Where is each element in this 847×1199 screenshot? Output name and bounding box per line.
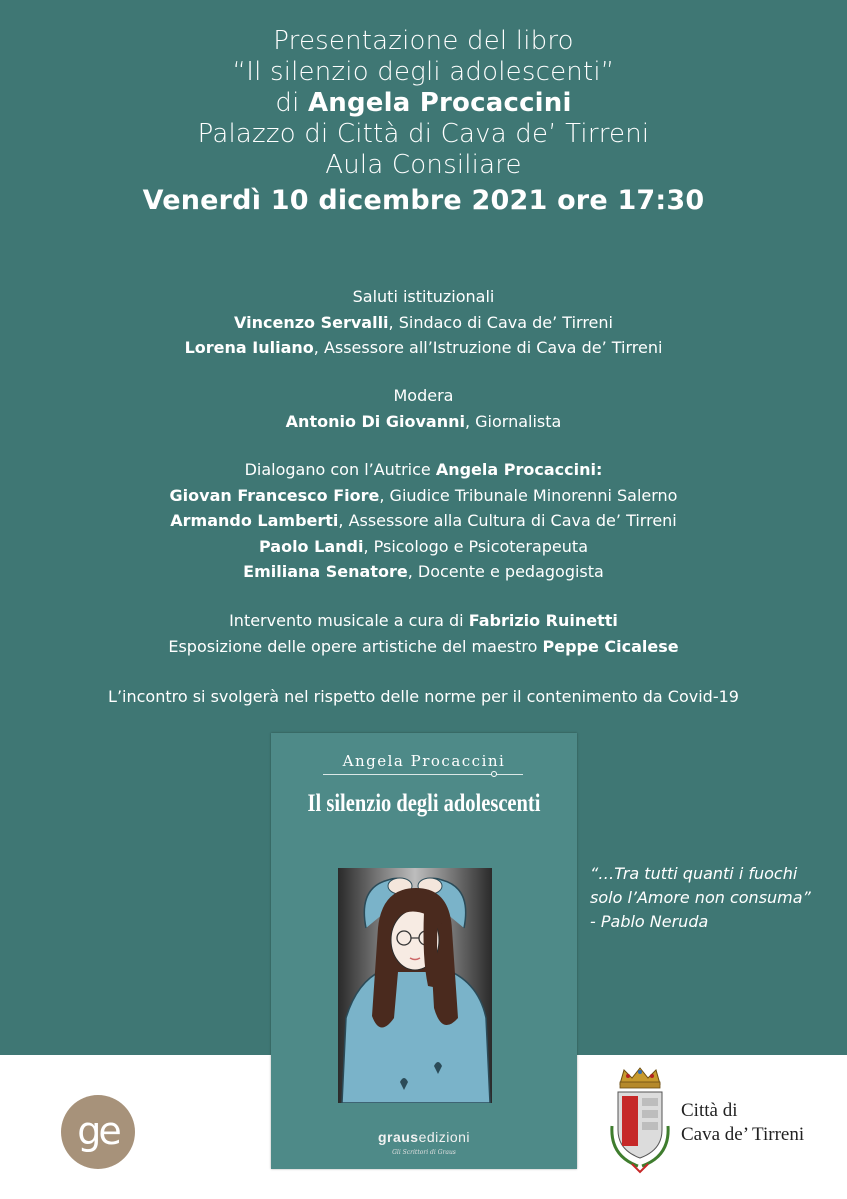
person-role: , Giornalista [464, 411, 562, 431]
city-name-line-2: Cava de’ Tirreni [681, 1124, 805, 1145]
art-line [0, 634, 847, 660]
room-line: Aula Consiliare [325, 150, 522, 180]
publisher-tagline: Gli Scrittori di Graus [392, 1149, 456, 1156]
book-title-line: “Il silenzio degli adolescenti” [232, 57, 615, 87]
greetings-section [0, 284, 847, 361]
girl-illustration-icon [338, 868, 492, 1103]
speakers-section [0, 457, 847, 585]
ge-logo-text: ge [77, 1109, 119, 1153]
moderator-heading: Modera [393, 386, 454, 405]
covid-notice: L’incontro si svolgerà nel rispetto delle norme per il contenimento da Covid-19 [108, 687, 739, 706]
graus-edizioni-logo [60, 1094, 136, 1170]
speaker-person [0, 534, 847, 560]
music-text: Intervento musicale a cura di [229, 611, 469, 630]
book-cover-author: Angela Procaccini [342, 752, 506, 770]
cover-illustration [338, 868, 492, 1103]
cover-rule-ornament [491, 771, 497, 777]
publisher-name-part1: graus [377, 1129, 419, 1145]
event-date: Venerdì 10 dicembre 2021 ore 17:30 [142, 185, 705, 216]
greetings-person [0, 335, 847, 361]
person-name: Lorena Iuliano [184, 338, 314, 357]
moderator-section [0, 383, 847, 434]
person-role: , Assessore alla Cultura di Cava de’ Tirreni [338, 511, 677, 530]
person-role: , Sindaco di Cava de’ Tirreni [388, 312, 613, 332]
speaker-person [0, 508, 847, 534]
book-cover-title: Il silenzio degli adolescenti [307, 790, 541, 817]
greetings-person [0, 310, 847, 336]
speakers-heading-author: Angela Procaccini [435, 460, 596, 479]
person-name: Antonio Di Giovanni [285, 411, 465, 431]
speakers-heading [0, 457, 847, 483]
author-name: Angela Procaccini [307, 88, 572, 118]
coat-of-arms-icon [604, 1066, 676, 1174]
speaker-person [0, 559, 847, 585]
quote-line-2: solo l’Amore non consuma” [590, 888, 811, 907]
person-name: Vincenzo Servalli [234, 312, 389, 332]
speakers-heading-colon: : [595, 460, 603, 479]
quote-line-1: “…Tra tutti quanti i fuochi [590, 864, 798, 883]
person-role: , Docente e pedagogista [407, 562, 604, 581]
person-role: , Psicologo e Psicoterapeuta [363, 536, 588, 556]
person-name: Emiliana Senatore [243, 562, 408, 581]
person-role: , Giudice Tribunale Minorenni Salerno [379, 485, 678, 505]
publisher-logo [271, 1129, 577, 1145]
neruda-quote [590, 862, 840, 934]
person-role: , Assessore all’Istruzione di Cava de’ Tirreni [313, 338, 663, 357]
person-name: Giovan Francesco Fiore [169, 485, 380, 505]
moderator-person [0, 409, 847, 435]
music-art-section [0, 608, 847, 659]
author-line [0, 88, 847, 119]
artist-name: Peppe Cicalese [542, 636, 679, 656]
person-name: Paolo Landi [258, 536, 364, 556]
speaker-person [0, 483, 847, 509]
musician-name: Fabrizio Ruinetti [468, 611, 618, 630]
publisher-name-part2: edizioni [418, 1129, 471, 1145]
city-name-line-1: Città di [681, 1100, 738, 1121]
author-prefix: di [275, 88, 300, 118]
quote-attribution: - Pablo Neruda [590, 912, 709, 931]
greetings-heading: Saluti istituzionali [352, 287, 495, 306]
venue-line: Palazzo di Città di Cava de’ Tirreni [197, 119, 650, 149]
cava-coat-of-arms [604, 1066, 676, 1174]
person-name: Armando Lamberti [170, 511, 339, 530]
speakers-heading-text: Dialogano con l’Autrice [244, 460, 436, 479]
art-text: Esposizione delle opere artistiche del maestro [168, 636, 543, 656]
music-line [0, 608, 847, 634]
city-name [681, 1099, 804, 1147]
header-line-1: Presentazione del libro [273, 26, 574, 56]
event-header [0, 26, 847, 216]
book-cover [271, 733, 577, 1169]
